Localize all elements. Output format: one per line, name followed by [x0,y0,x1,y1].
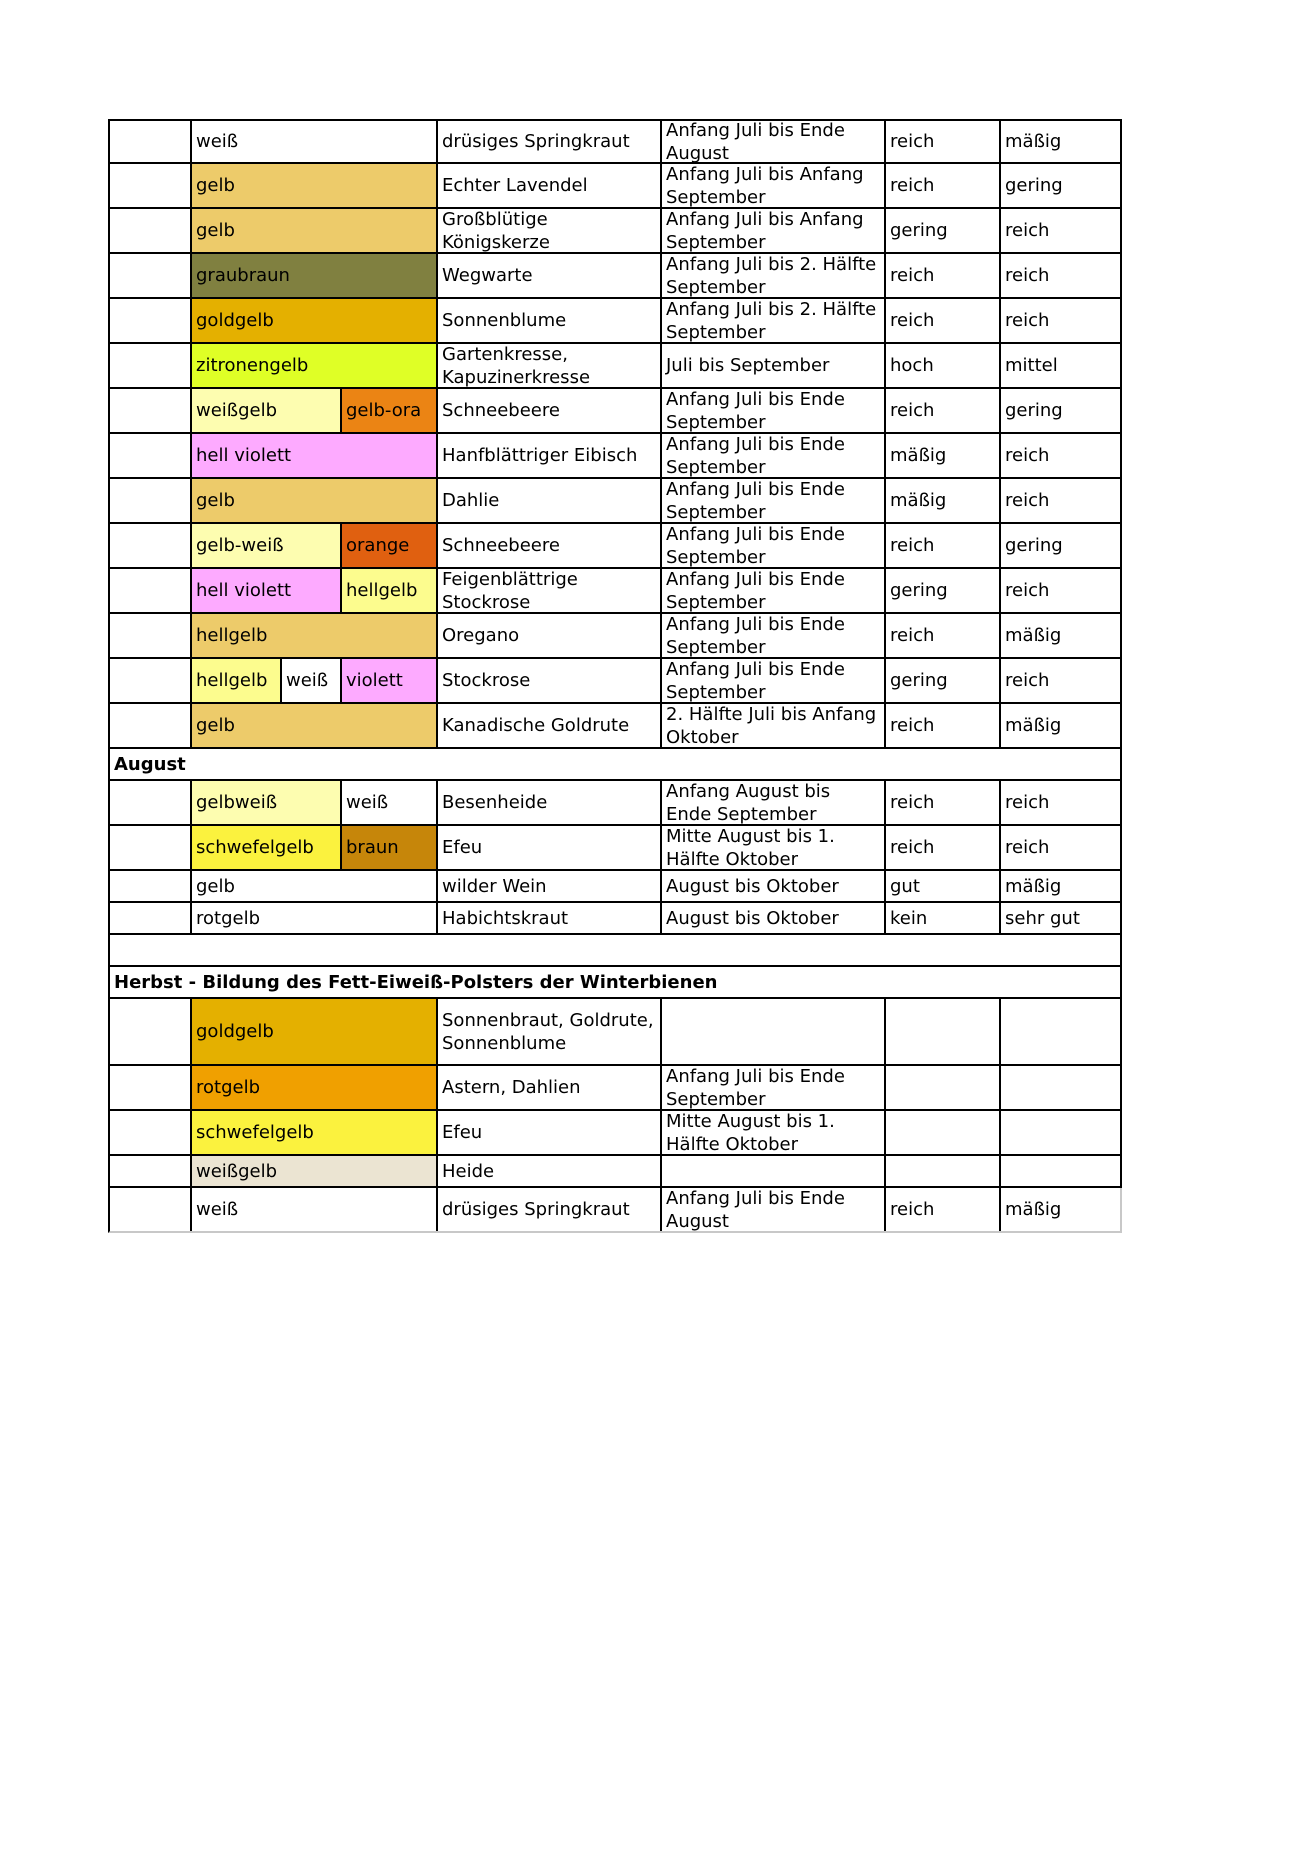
table-row [108,569,1122,614]
plant-name-cell: Kanadische Goldrute [438,704,662,747]
nectar-cell: reich [886,704,1001,747]
pollen-cell: sehr gut [1005,907,1080,929]
flower-color-swatch: orange [342,524,438,567]
flower-color-swatch: rotgelb [192,1066,438,1109]
pollen-cell: reich [1005,670,1050,691]
table-row [108,781,1122,826]
blank-cell [110,704,192,747]
bloom-period-cell: Anfang Juli bis Anfang September [662,209,886,252]
pollen-cell: mäßig [1005,625,1062,646]
blank-cell [110,871,192,901]
table-row [108,434,1122,479]
plant-name-cell: drüsiges Springkraut [438,1188,662,1231]
blank-cell [110,659,192,702]
table-row [108,1188,1122,1233]
flower-color-cell [192,704,438,747]
bloom-period-cell: Anfang Juli bis Ende September [662,389,886,432]
flower-color-swatch: rotgelb [192,903,438,933]
table-row [108,614,1122,659]
section-title-autumn: Herbst - Bildung des Fett-Eiweiß-Polsters der Winterbienen [114,971,718,993]
bloom-period-cell: Mitte August bis 1. Hälfte Oktober [662,826,886,869]
blank-row [108,935,1122,967]
pollen-cell: reich [1005,265,1050,286]
blank-cell [110,479,192,522]
blank-cell [110,121,192,162]
nectar-cell: reich [886,299,1001,342]
flower-color-cell [192,871,438,901]
plant-name-cell: Sonnenbraut, Goldrute, Sonnenblume [438,999,662,1064]
nectar-cell: reich [886,826,1001,869]
pollen-cell: reich [1005,837,1050,858]
plant-name-cell: Astern, Dahlien [438,1066,662,1109]
plant-name-cell: wilder Wein [438,871,662,901]
nectar-cell: reich [886,781,1001,824]
flower-color-cell [192,254,438,297]
bloom-period-cell: Anfang Juli bis Ende September [662,1066,886,1109]
blank-cell [110,1066,192,1109]
august-rows [108,781,1122,935]
flower-color-swatch: hellgelb [192,614,438,657]
flower-color-swatch: schwefelgelb [192,826,342,869]
plant-name-cell: Oregano [438,614,662,657]
plant-name-cell: Stockrose [438,659,662,702]
bloom-period-cell: Anfang Juli bis Ende August [662,121,886,162]
plant-name-cell: Efeu [438,826,662,869]
table-row [108,659,1122,704]
flower-color-swatch: violett [342,659,438,702]
plant-name-cell: Efeu [438,1111,662,1154]
blank-cell [110,299,192,342]
bloom-period-cell: Anfang Juli bis Ende August [662,1188,886,1231]
blank-cell [110,389,192,432]
table-row [108,299,1122,344]
flower-color-cell [192,524,438,567]
flower-color-swatch: weiß [192,121,438,162]
section-autumn [108,967,1122,999]
flower-color-cell [192,344,438,387]
nectar-cell [886,1111,1001,1154]
flower-color-cell [192,1066,438,1109]
flower-color-swatch: hellgelb [192,659,282,702]
bloom-period-cell: Anfang Juli bis 2. Hälfte September [662,299,886,342]
flower-color-swatch: weiß [192,1188,438,1231]
pollen-cell [1001,1111,1120,1154]
plant-name-cell: drüsiges Springkraut [438,121,662,162]
pollen-cell: gering [1005,400,1063,421]
blank-cell [110,524,192,567]
bloom-period-cell [662,999,886,1064]
table-row [108,164,1122,209]
bloom-period-cell: Anfang Juli bis Anfang September [662,164,886,207]
pollen-cell: mäßig [1005,1199,1062,1220]
plant-name-cell: Wegwarte [438,254,662,297]
nectar-cell: reich [886,121,1001,162]
nectar-cell: reich [886,254,1001,297]
bloom-period-cell: 2. Hälfte Juli bis Anfang Oktober [662,704,886,747]
bloom-period-cell: Anfang Juli bis Ende September [662,614,886,657]
blank-cell [110,1111,192,1154]
flower-color-swatch: gelb [192,164,438,207]
nectar-cell: gering [886,659,1001,702]
nectar-cell: hoch [886,344,1001,387]
flower-color-cell [192,1188,438,1231]
flower-color-cell [192,121,438,162]
plant-name-cell: Dahlie [438,479,662,522]
flower-color-swatch: weißgelb [192,389,342,432]
nectar-cell: gering [886,569,1001,612]
plant-name-cell: Habichtskraut [438,903,662,933]
bloom-period-cell: Anfang Juli bis Ende September [662,659,886,702]
flower-color-swatch: hell violett [192,434,438,477]
flower-color-swatch: weiß [282,659,342,702]
flower-color-swatch: goldgelb [192,999,438,1064]
flower-color-swatch: weißgelb [192,1156,438,1186]
flower-color-swatch: gelb-ora [342,389,438,432]
plant-name-cell: Gartenkresse, Kapuzinerkresse [438,344,662,387]
flower-color-cell [192,1156,438,1186]
flower-color-swatch: gelb [192,704,438,747]
bloom-period-cell: Mitte August bis 1. Hälfte Oktober [662,1111,886,1154]
plant-name-cell: Heide [438,1156,662,1186]
flower-color-swatch: hellgelb [342,569,438,612]
pollen-cell: mäßig [1005,875,1062,897]
flower-color-cell [192,1111,438,1154]
flower-color-swatch: gelb [192,209,438,252]
flower-color-cell [192,781,438,824]
bloom-period-cell: Anfang Juli bis Ende September [662,524,886,567]
table-row [108,999,1122,1066]
nectar-cell: reich [886,389,1001,432]
pollen-cell: reich [1005,220,1050,241]
flower-color-cell [192,434,438,477]
bloom-period-cell: Anfang Juli bis 2. Hälfte September [662,254,886,297]
blank-cell [110,344,192,387]
pollen-cell: reich [1005,580,1050,601]
bloom-period-cell: Juli bis September [662,344,886,387]
blank-cell [110,1156,192,1186]
flower-color-cell [192,479,438,522]
blank-cell [110,164,192,207]
blank-cell [110,434,192,477]
flower-color-swatch: gelb [192,479,438,522]
flower-color-swatch: gelb-weiß [192,524,342,567]
flower-color-cell [192,659,438,702]
pollen-cell: reich [1005,445,1050,466]
blank-cell [110,826,192,869]
table-row [108,704,1122,749]
pollen-cell [1001,999,1120,1064]
table-row [108,1156,1122,1188]
blank-cell [110,999,192,1064]
table-row [108,119,1122,164]
pollen-cell: reich [1005,490,1050,511]
plant-name-cell: Großblütige Königskerze [438,209,662,252]
plant-name-cell: Echter Lavendel [438,164,662,207]
plant-name-cell: Besenheide [438,781,662,824]
flower-color-swatch: braun [342,826,438,869]
pollen-cell [1001,1066,1120,1109]
nectar-cell: reich [886,1188,1001,1231]
pollen-cell: gering [1005,175,1063,196]
bloom-period-cell: August bis Oktober [662,871,886,901]
flower-color-swatch: hell violett [192,569,342,612]
flower-color-swatch: zitronengelb [192,344,438,387]
nectar-cell: reich [886,524,1001,567]
flower-color-cell [192,826,438,869]
pollen-cell: mäßig [1005,715,1062,736]
plant-name-cell: Feigenblättrige Stockrose [438,569,662,612]
flower-color-swatch: graubraun [192,254,438,297]
flower-color-swatch: schwefelgelb [192,1111,438,1154]
table-row [108,254,1122,299]
table-row [108,389,1122,434]
flower-color-cell [192,614,438,657]
bloom-period-cell [662,1156,886,1186]
pollen-cell: mittel [1005,355,1058,376]
table-row [108,344,1122,389]
bloom-period-cell: Anfang August bis Ende September [662,781,886,824]
plant-name-cell: Sonnenblume [438,299,662,342]
table-row [108,1111,1122,1156]
bloom-period-cell: Anfang Juli bis Ende September [662,479,886,522]
plant-name-cell: Hanfblättriger Eibisch [438,434,662,477]
blank-cell [110,1188,192,1231]
table-row [108,209,1122,254]
nectar-cell [886,1156,1001,1186]
july-rows [108,119,1122,749]
nectar-cell: mäßig [886,479,1001,522]
flower-color-cell [192,209,438,252]
nectar-cell: reich [886,164,1001,207]
nectar-cell [886,1066,1001,1109]
table-row [108,903,1122,935]
table-row [108,524,1122,569]
table-row [108,479,1122,524]
flower-color-cell [192,389,438,432]
section-title-august: August [114,753,186,775]
flower-color-swatch: goldgelb [192,299,438,342]
flower-color-cell [192,903,438,933]
pollen-cell [1001,1156,1120,1186]
table-row [108,826,1122,871]
flower-color-swatch: gelb [192,871,438,901]
nectar-cell: gering [886,209,1001,252]
autumn-rows [108,999,1122,1233]
bloom-period-cell: Anfang Juli bis Ende September [662,434,886,477]
bloom-period-cell: August bis Oktober [662,903,886,933]
flower-color-swatch: gelbweiß [192,781,342,824]
blank-cell [110,614,192,657]
blank-cell [110,903,192,933]
nectar-cell: kein [886,903,1001,933]
blank-cell [110,209,192,252]
nectar-cell: reich [886,614,1001,657]
pollen-cell: gering [1005,535,1063,556]
pollen-cell: reich [1005,792,1050,813]
table-row [108,871,1122,903]
flower-color-cell [192,999,438,1064]
table-row [108,1066,1122,1111]
flower-color-cell [192,299,438,342]
flower-color-swatch: weiß [342,781,438,824]
nectar-cell: gut [886,871,1001,901]
blank-cell [110,569,192,612]
nectar-cell: mäßig [886,434,1001,477]
section-august [108,749,1122,781]
bloom-period-cell: Anfang Juli bis Ende September [662,569,886,612]
nectar-cell [886,999,1001,1064]
bee-plant-table [108,119,1122,1233]
pollen-cell: mäßig [1005,131,1062,152]
flower-color-cell [192,569,438,612]
pollen-cell: reich [1005,310,1050,331]
blank-cell [110,254,192,297]
flower-color-cell [192,164,438,207]
plant-name-cell: Schneebeere [438,389,662,432]
blank-cell [110,781,192,824]
plant-name-cell: Schneebeere [438,524,662,567]
